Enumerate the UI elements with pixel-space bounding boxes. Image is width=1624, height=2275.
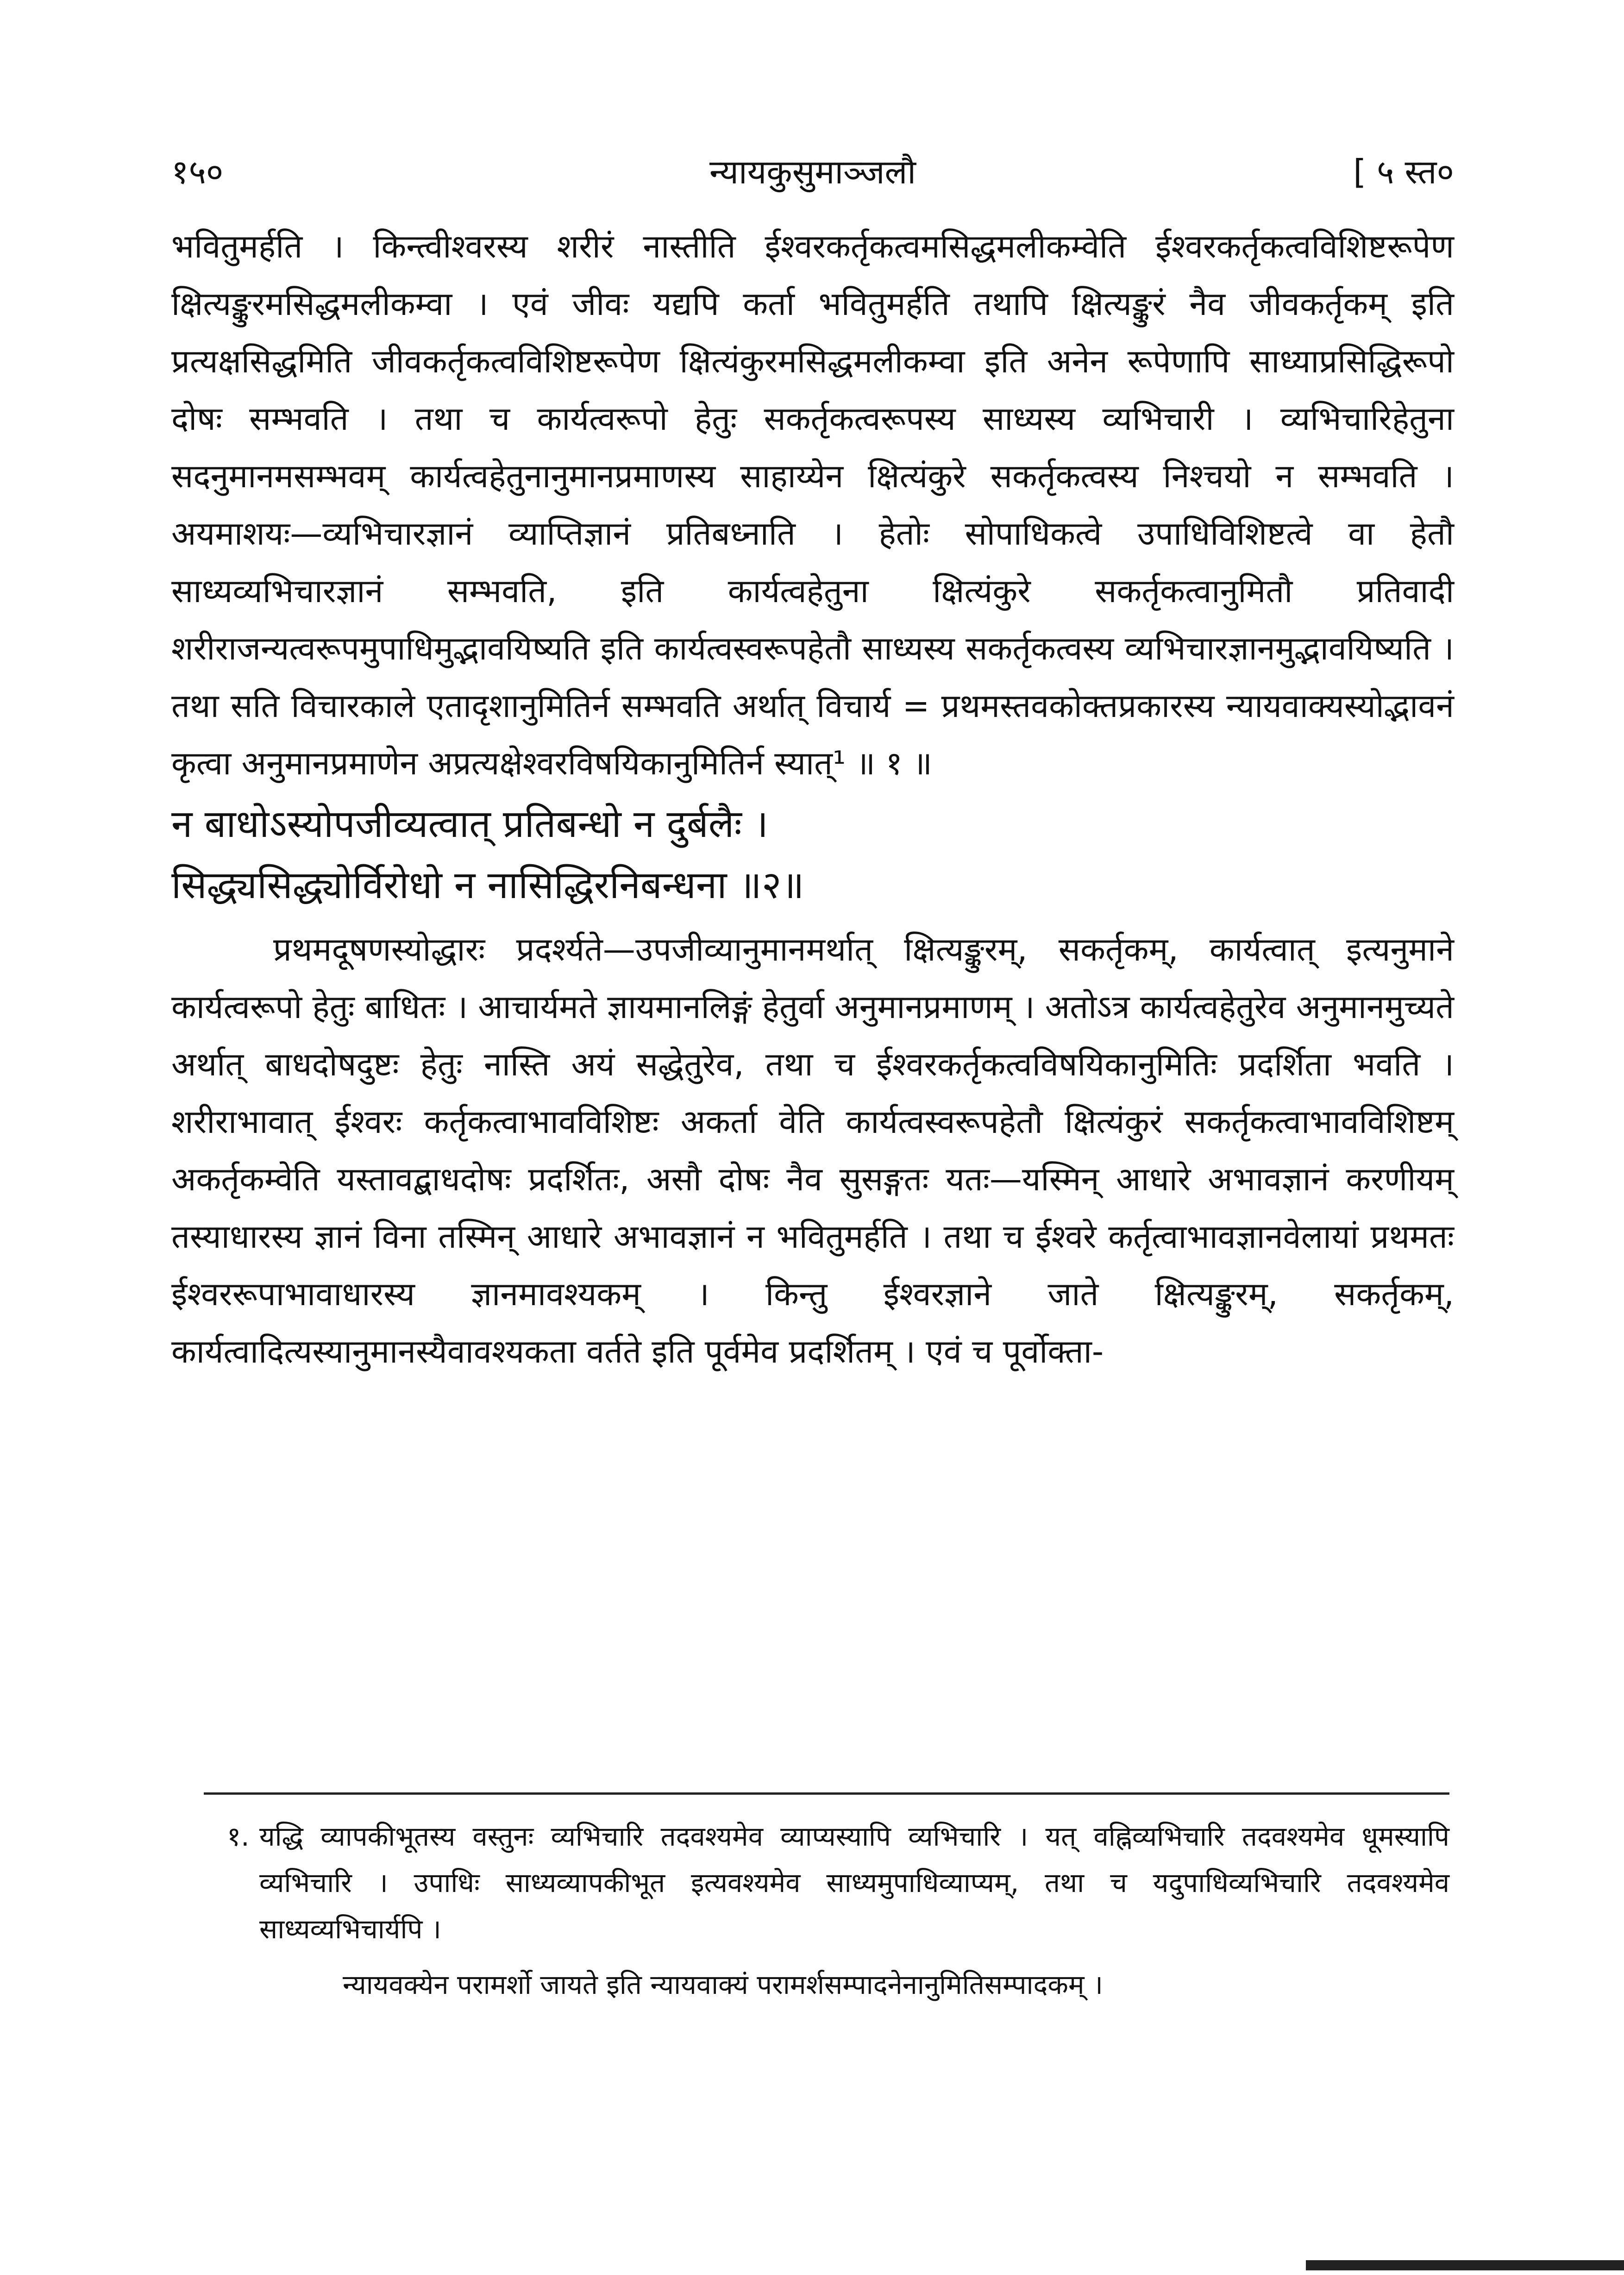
page-edge-mark [1306, 2260, 1624, 2270]
footnote-divider [204, 1792, 1449, 1795]
verse-line-2: सिद्ध्यसिद्ध्योर्विरोधो न नासिद्धिरनिबन्धना ॥२॥ [171, 863, 804, 907]
running-title: न्यायकुसुमाञ्जलौ [709, 152, 916, 191]
footnote-number: १. [227, 1821, 250, 1852]
section-reference: [ ५ स्त० [1353, 152, 1454, 191]
page-header [171, 139, 1454, 195]
commentary-paragraph-1: भवितुमर्हति । किन्त्वीश्वरस्य शरीरं नास्तीति ईश्वरकर्तृकत्वमसिद्धमलीकम्वेति ईश्वरकर्तृकत्वविशिष्टरूपेण क्षित्यङ्कुरमसिद्धमलीकम्वा । एवं जीवः यद्यपि कर्ता भवितुमर्हति तथापि क्षित्यङ्कुरं नैव जीवकर्तृकम् इति प्रत्यक्षसिद्धमिति जीवकर्तृकत्वविशिष्टरूपेण क्षित्यंकुरमसिद्धमलीकम्वा इति अनेन रूपेणापि साध्याप्रसिद्धिरूपो दोषः सम्भवति । तथा च कार्यत्वरूपो हेतुः सकर्तृकत्वरूपस्य साध्यस्य व्यभिचारी । व्यभिचारिहेतुना सदनुमानमसम्भवम् कार्यत्वहेतुनानुमानप्रमाणस्य साहाय्येन क्षित्यंकुरे सकर्तृकत्वस्य निश्चयो न सम्भवति । अयमाशयः—व्यभिचारज्ञानं व्याप्तिज्ञानं प्रतिबध्नाति । हेतोः सोपाधिकत्वे उपाधिविशिष्टत्वे वा हेतौ साध्यव्यभिचारज्ञानं सम्भवति, इति कार्यत्वहेतुना क्षित्यंकुरे सकर्तृकत्वानुमितौ प्रतिवादी शरीराजन्यत्वरूपमुपाधिमुद्भावयिष्यति इति कार्यत्वस्वरूपहेतौ साध्यस्य सकर्तृकत्वस्य व्यभिचारज्ञानमुद्भावयिष्यति । तथा सति विचारकाले एतादृशानुमितिर्न सम्भवति अर्थात् विचार्य = प्रथमस्तवकोक्तप्रकारस्य न्यायवाक्यस्योद्भावनं कृत्वा अनुमानप्रमाणेन अप्रत्यक्षेश्वरविषयिकानुमितिर्न स्यात्¹ ॥ १ ॥ [171, 227, 1454, 782]
main-text [171, 218, 1454, 1380]
footnotes [227, 1813, 1449, 2008]
page-number: १५० [171, 152, 224, 191]
verse-line-1: न बाधोऽस्योपजीव्यत्वात् प्रतिबन्धो न दुर्बलैः । [171, 802, 769, 846]
commentary-paragraph-2: प्रथमदूषणस्योद्धारः प्रदर्श्यते—उपजीव्यानुमानमर्थात् क्षित्यङ्कुरम्, सकर्तृकम्, कार्यत्वात् इत्यनुमाने कार्यत्वरूपो हेतुः बाधितः । आचार्यमते ज्ञायमानलिङ्गं हेतुर्वा अनुमानप्रमाणम् । अतोऽत्र कार्यत्वहेतुरेव अनुमानमुच्यते अर्थात् बाधदोषदुष्टः हेतुः नास्ति अयं सद्धेतुरेव, तथा च ईश्वरकर्तृकत्वविषयिकानुमितिः प्रदर्शिता भवति । शरीराभावात् ईश्वरः कर्तृकत्वाभावविशिष्टः अकर्ता वेति कार्यत्वस्वरूपहेतौ क्षित्यंकुरं सकर्तृकत्वाभावविशिष्टम् अकर्तृकम्वेति यस्तावद्बाधदोषः प्रदर्शितः, असौ दोषः नैव सुसङ्गतः यतः—यस्मिन् आधारे अभावज्ञानं करणीयम् तस्याधारस्य ज्ञानं विना तस्मिन् आधारे अभावज्ञानं न भवितुमर्हति । तथा च ईश्वरे कर्तृत्वाभावज्ञानवेलायां प्रथमतः ईश्वररूपाभावाधारस्य ज्ञानमावश्यकम् । किन्तु ईश्वरज्ञाने जाते क्षित्यङ्कुरम्, सकर्तृकम्, कार्यत्वादित्यस्यानुमानस्यैवावश्यकता वर्तते इति पूर्वमेव प्रदर्शितम् । एवं च पूर्वोक्ता- [171, 930, 1454, 1370]
footnote-1: यद्धि व्यापकीभूतस्य वस्तुनः व्यभिचारि तदवश्यमेव व्याप्यस्यापि व्यभिचारि । यत् वह्निव्यभिचारि तदवश्यमेव धूमस्यापि व्यभिचारि । उपाधिः साध्यव्यापकीभूत इत्यवश्यमेव साध्यमुपाधिव्याप्यम्, तथा च यदुपाधिव्यभिचारि तदवश्यमेव साध्यव्यभिचार्यपि । [259, 1821, 1449, 1945]
verse [171, 794, 1454, 916]
footnote-2: न्यायवक्येन परामर्शो जायते इति न्यायवाक्यं परामर्शसम्पादनेनानुमितिसम्पादकम् । [343, 1969, 1103, 2000]
